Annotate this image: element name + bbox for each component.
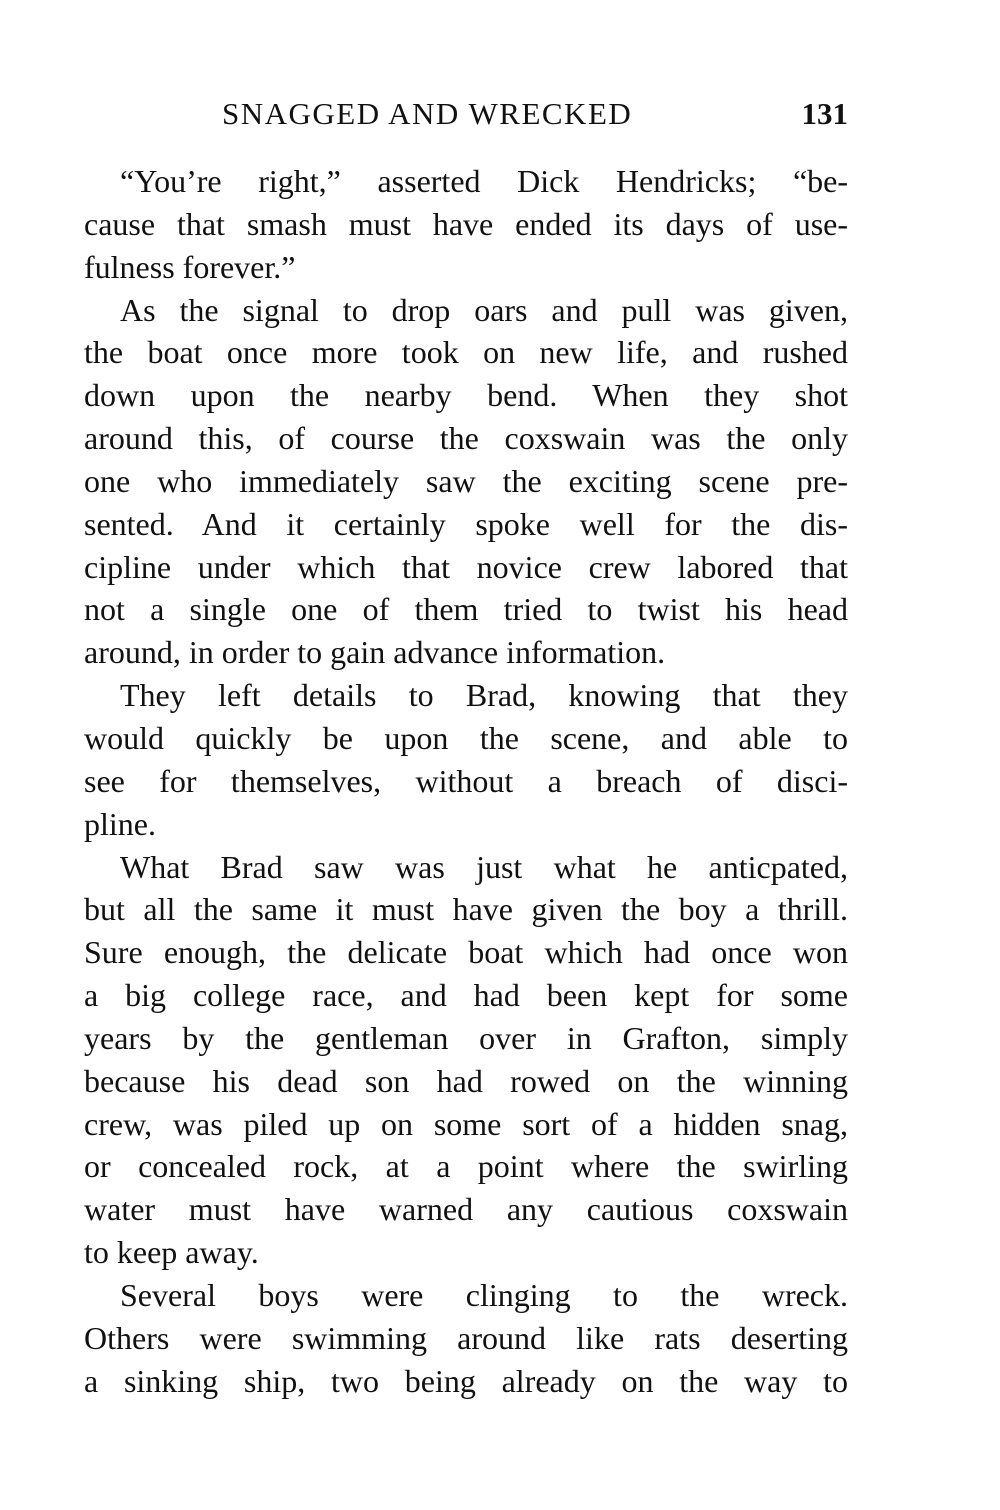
text-line: cipline under which that novice crew labored that [84, 548, 848, 585]
text-line: water must have warned any cautious coxswain [84, 1191, 848, 1228]
text-line: What Brad saw was just what he anticpated, [120, 848, 848, 885]
page-number: 131 [801, 96, 848, 131]
text-line: around this, of course the coxswain was the only [84, 420, 848, 457]
text-line: years by the gentleman over in Grafton, simply [84, 1019, 848, 1056]
text-line: Others were swimming around like rats deserting [84, 1319, 848, 1356]
text-line: not a single one of them tried to twist his head [84, 591, 848, 628]
text-line: As the signal to drop oars and pull was given, [120, 291, 848, 328]
text-line: fulness forever.” [84, 248, 296, 285]
text-line: cause that smash must have ended its days of use- [84, 205, 848, 242]
text-line: “You’re right,” asserted Dick Hendricks; “be- [120, 163, 848, 199]
running-head [84, 96, 848, 142]
text-line: would quickly be upon the scene, and able to [84, 719, 848, 756]
text-line: Several boys were clinging to the wreck. [120, 1276, 848, 1313]
running-title: SNAGGED AND WRECKED [222, 96, 633, 131]
text-line: They left details to Brad, knowing that they [120, 677, 848, 714]
text-line: down upon the nearby bend. When they shot [84, 377, 848, 414]
text-line: but all the same it must have given the boy a thrill. [84, 891, 848, 928]
text-line: Sure enough, the delicate boat which had once won [84, 934, 848, 971]
text-line: see for themselves, without a breach of disci- [84, 762, 848, 799]
text-line: crew, was piled up on some sort of a hidden snag, [84, 1105, 848, 1142]
text-line: a big college race, and had been kept for some [84, 977, 848, 1014]
text-line: sented. And it certainly spoke well for the dis- [84, 505, 848, 542]
text-line: a sinking ship, two being already on the way to [84, 1362, 848, 1399]
text-line: around, in order to gain advance information. [84, 634, 666, 671]
text-line: the boat once more took on new life, and rushed [84, 334, 848, 371]
text-line: or concealed rock, at a point where the swirling [84, 1148, 848, 1185]
body-text [84, 160, 848, 1402]
text-line: because his dead son had rowed on the winning [84, 1062, 848, 1099]
text-line: one who immediately saw the exciting scene pre- [84, 462, 848, 499]
text-line: pline. [84, 805, 156, 842]
text-line: to keep away. [84, 1234, 259, 1271]
